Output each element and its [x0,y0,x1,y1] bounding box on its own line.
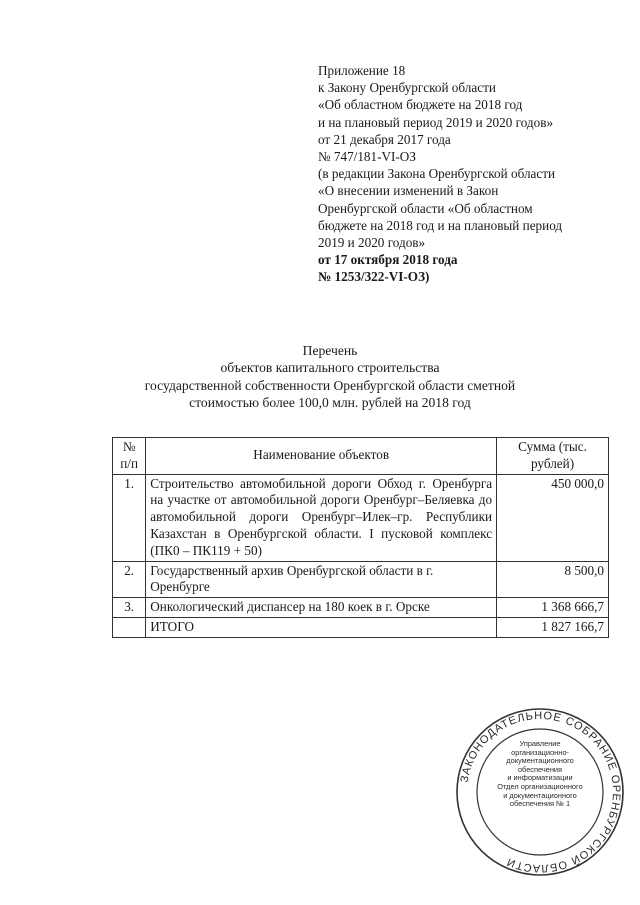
appendix-line: от 21 декабря 2017 года [318,131,451,147]
appendix-line: от 17 октября 2018 года [318,252,458,268]
appendix-line: № 1253/322-VI-ОЗ) [318,269,430,285]
title-line: государственной собственности Оренбургской области сметной [144,377,516,393]
title-line: стоимостью более 100,0 млн. рублей на 2018 год [189,395,471,411]
table-total-row [113,617,609,637]
appendix-line: и на плановый период 2019 и 2020 годов» [318,114,554,130]
total-sum: 1 827 166,7 [497,617,609,637]
stamp-dept-line: организационно- [511,747,569,757]
table-row [113,474,609,561]
row-number: 2. [113,561,146,598]
header-number: № п/п [113,438,146,475]
header-sum: Сумма (тыс. рублей) [497,438,609,475]
stamp-office-line: и документационного [503,790,577,800]
appendix-line: бюджете на 2018 год и на плановый период [318,217,563,233]
stamp-office-line: обеспечения № 1 [509,799,571,809]
document-title [100,342,560,412]
table-row [113,561,609,598]
appendix-line: (в редакции Закона Оренбургской области [318,166,556,182]
row-number: 3. [113,598,146,618]
title-line: объектов капитального строительства [220,360,440,376]
row-sum: 1 368 666,7 [497,598,609,618]
appendix-line: Приложение 18 [318,63,406,78]
stamp-dept-line: документационного [506,756,574,766]
stamp-dept-line: обеспечения [517,764,563,774]
appendix-header [318,62,608,286]
row-name: Онкологический диспансер на 180 коек в г. Орске [146,598,497,618]
row-name: Государственный архив Оренбургской области в г. Оренбурге [146,561,497,598]
appendix-line: № 747/181-VI-ОЗ [318,149,416,165]
table-header-row [113,438,609,475]
row-sum: 8 500,0 [497,561,609,598]
header-name: Наименование объектов [146,438,497,475]
stamp-dept-line: Управление [519,739,561,748]
stamp-ring-text: ЗАКОНОДАТЕЛЬНОЕ СОБРАНИЕ ОРЕНБУРГСКОЙ ОБЛАСТИ [458,709,623,875]
total-label: ИТОГО [146,617,497,637]
stamp-dept-line: и информатизации [507,773,573,783]
appendix-line: «Об областном бюджете на 2018 год [318,97,523,113]
stamp-office-line: Отдел организационного [497,781,583,791]
appendix-line: 2019 и 2020 годов» [318,235,426,251]
row-number: 1. [113,474,146,561]
title-line: Перечень [302,343,358,358]
table-row [113,598,609,618]
row-name: Строительство автомобильной дороги Обход г. Оренбурга на участке от автомобильной дороги Оренбург–Беляевка до автомобильной дороги Оренбург–Илек–гр. Республики Казахстан в Оренбургской области. I пусковой комплекс (ПК0 – ПК119 + 50) [146,474,497,561]
appendix-line: к Закону Оренбургской области [318,80,496,96]
row-sum: 450 000,0 [497,474,609,561]
official-stamp [454,706,626,878]
stamp-inner-text [490,740,590,809]
appendix-line: Оренбургской области «Об областном [318,200,533,216]
appendix-line: «О внесении изменений в Закон [318,183,499,199]
objects-table [112,437,609,638]
total-number [113,617,146,637]
